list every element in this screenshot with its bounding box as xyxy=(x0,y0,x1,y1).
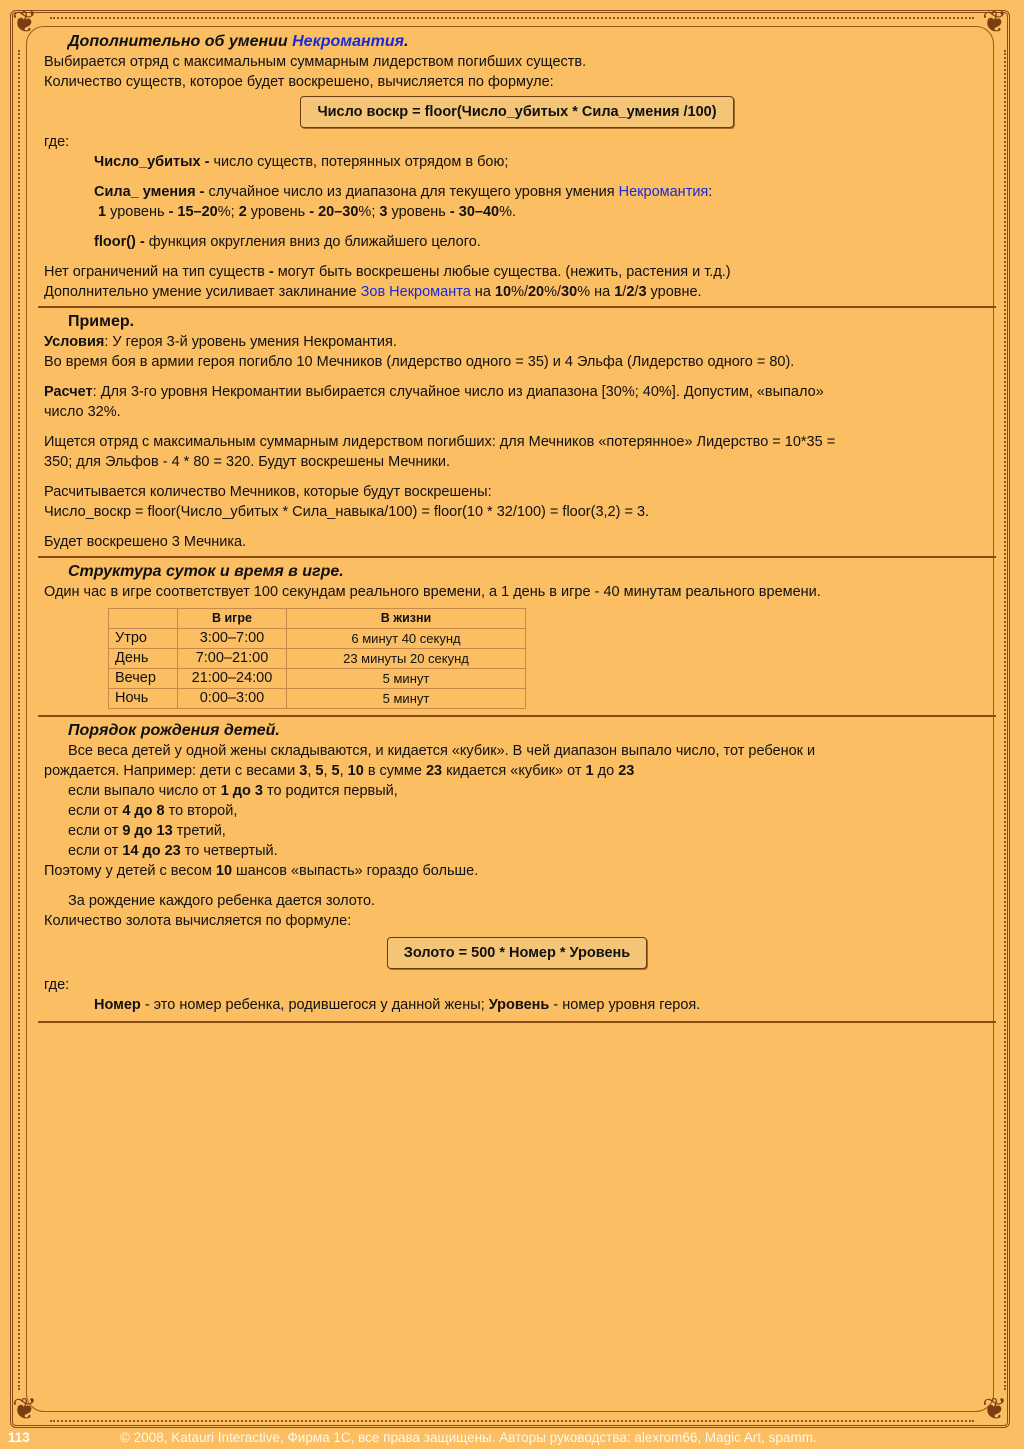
levels-line: 1 уровень - 15–20%; 2 уровень - 20–30%; 3 уровень - 30–40%. xyxy=(98,204,517,220)
table-header-cell: В жизни xyxy=(287,609,526,629)
paragraph: Количество золота вычисляется по формуле: xyxy=(44,913,352,929)
paragraph: если выпало число от 1 до 3 то родится первый, xyxy=(68,783,398,799)
bottom-vine-ornament xyxy=(50,1420,974,1422)
paragraph: Поэтому у детей с весом 10 шансов «выпасть» гораздо больше. xyxy=(44,863,479,879)
paragraph: Выбирается отряд с максимальным суммарным лидерством погибших существ. xyxy=(44,54,587,70)
table-cell: День xyxy=(109,649,178,669)
table-cell: Ночь xyxy=(109,689,178,709)
corner-ornament-bottom-right: ❦ xyxy=(982,1392,1008,1427)
where-label: где: xyxy=(44,977,70,993)
paragraph: За рождение каждого ребенка дается золото. xyxy=(68,893,376,909)
table-cell: 21:00–24:00 xyxy=(178,669,287,689)
corner-ornament-top-left: ❦ xyxy=(12,5,38,40)
formula-box-resurrect: Число воскр = floor(Число_убитых * Сила_умения /100) xyxy=(300,96,733,128)
page-footer xyxy=(0,1428,1024,1449)
paragraph: если от 14 до 23 то четвертый. xyxy=(68,843,278,859)
definition-number-level: Номер - это номер ребенка, родившегося у данной жены; Уровень - номер уровня героя. xyxy=(94,997,701,1013)
paragraph: Количество существ, которое будет воскрешено, вычисляется по формуле: xyxy=(44,74,554,90)
paragraph: рождается. Например: дети с весами 3, 5, 5, 10 в сумме 23 кидается «кубик» от 1 до 23 xyxy=(44,763,635,779)
section-divider xyxy=(38,306,996,308)
paragraph: 350; для Эльфов - 4 * 80 = 320. Будут воскрешены Мечники. xyxy=(44,454,451,470)
top-vine-ornament xyxy=(50,17,974,19)
table-row xyxy=(109,649,526,669)
table-cell: 3:00–7:00 xyxy=(178,629,287,649)
definition-floor: floor() - функция округления вниз до ближайшего целого. xyxy=(94,234,481,250)
where-label: где: xyxy=(44,134,70,150)
table-header-cell: В игре xyxy=(178,609,287,629)
table-cell: 23 минуты 20 секунд xyxy=(287,649,526,669)
section-children-title: Порядок рождения детей. xyxy=(68,722,280,739)
table-row xyxy=(109,629,526,649)
corner-ornament-top-right: ❦ xyxy=(982,5,1008,40)
section-divider xyxy=(38,556,996,558)
paragraph: Во время боя в армии героя погибло 10 Мечников (лидерство одного = 35) и 4 Эльфа (Лидерство одного = 80). xyxy=(44,354,795,370)
section-divider xyxy=(38,715,996,717)
paragraph: число 32%. xyxy=(44,404,121,420)
paragraph: Расчитывается количество Мечников, которые будут воскрешены: xyxy=(44,484,492,500)
right-vine-ornament xyxy=(1004,50,1020,1390)
paragraph: Один час в игре соответствует 100 секундам реального времени, а 1 день в игре - 40 минутам реального времени. xyxy=(44,584,821,600)
table-cell: 5 минут xyxy=(287,669,526,689)
paragraph: Все веса детей у одной жены складываются, и кидается «кубик». В чей диапазон выпало число, тот ребенок и xyxy=(68,743,816,759)
section-example-title: Пример. xyxy=(68,313,135,330)
table-cell: 0:00–3:00 xyxy=(178,689,287,709)
paragraph: Нет ограничений на тип существ - могут быть воскрешены любые существа. (нежить, растения и т.д.) xyxy=(44,264,731,280)
table-cell: Вечер xyxy=(109,669,178,689)
time-table xyxy=(108,608,526,709)
paragraph: если от 9 до 13 третий, xyxy=(68,823,226,839)
copyright-text: © 2008, Katauri Interactive, Фирма 1С, все права защищены. Авторы руководства: alexrom66, Magic Art, spamm. xyxy=(120,1430,817,1445)
definition-skill-power: Сила_ умения - случайное число из диапазона для текущего уровня умения Некромантия: xyxy=(94,184,713,200)
table-row xyxy=(109,689,526,709)
table-cell: 7:00–21:00 xyxy=(178,649,287,669)
paragraph: Ищется отряд с максимальным суммарным лидерством погибших: для Мечников «потерянное» Лидерство = 10*35 = xyxy=(44,434,836,450)
section-necromancy-title: Дополнительно об умении Некромантия. xyxy=(68,33,409,50)
table-cell: 5 минут xyxy=(287,689,526,709)
paragraph: Будет воскрешено 3 Мечника. xyxy=(44,534,247,550)
table-cell: 6 минут 40 секунд xyxy=(287,629,526,649)
paragraph: Условия: У героя 3-й уровень умения Некромантия. xyxy=(44,334,397,350)
left-vine-ornament xyxy=(18,50,34,1390)
section-day-structure-title: Структура суток и время в игре. xyxy=(68,563,344,580)
page-number: 113 xyxy=(8,1430,30,1445)
paragraph: Расчет: Для 3-го уровня Некромантии выбирается случайное число из диапазона [30%; 40%]. Допустим, «выпало» xyxy=(44,384,824,400)
table-cell: Утро xyxy=(109,629,178,649)
table-row xyxy=(109,669,526,689)
paragraph: если от 4 до 8 то второй, xyxy=(68,803,238,819)
paragraph: Дополнительно умение усиливает заклинание Зов Некроманта на 10%/20%/30% на 1/2/3 уровне. xyxy=(44,284,702,300)
definition-killed: Число_убитых - число существ, потерянных отрядом в бою; xyxy=(94,154,509,170)
section-divider xyxy=(38,1021,996,1023)
paragraph: Число_воскр = floor(Число_убитых * Сила_навыка/100) = floor(10 * 32/100) = floor(3,2) = 3. xyxy=(44,504,650,520)
page-content xyxy=(44,32,990,1027)
formula-box-gold: Золото = 500 * Номер * Уровень xyxy=(387,937,647,969)
corner-ornament-bottom-left: ❦ xyxy=(12,1392,38,1427)
table-header-row xyxy=(109,609,526,629)
table-header-cell xyxy=(109,609,178,629)
